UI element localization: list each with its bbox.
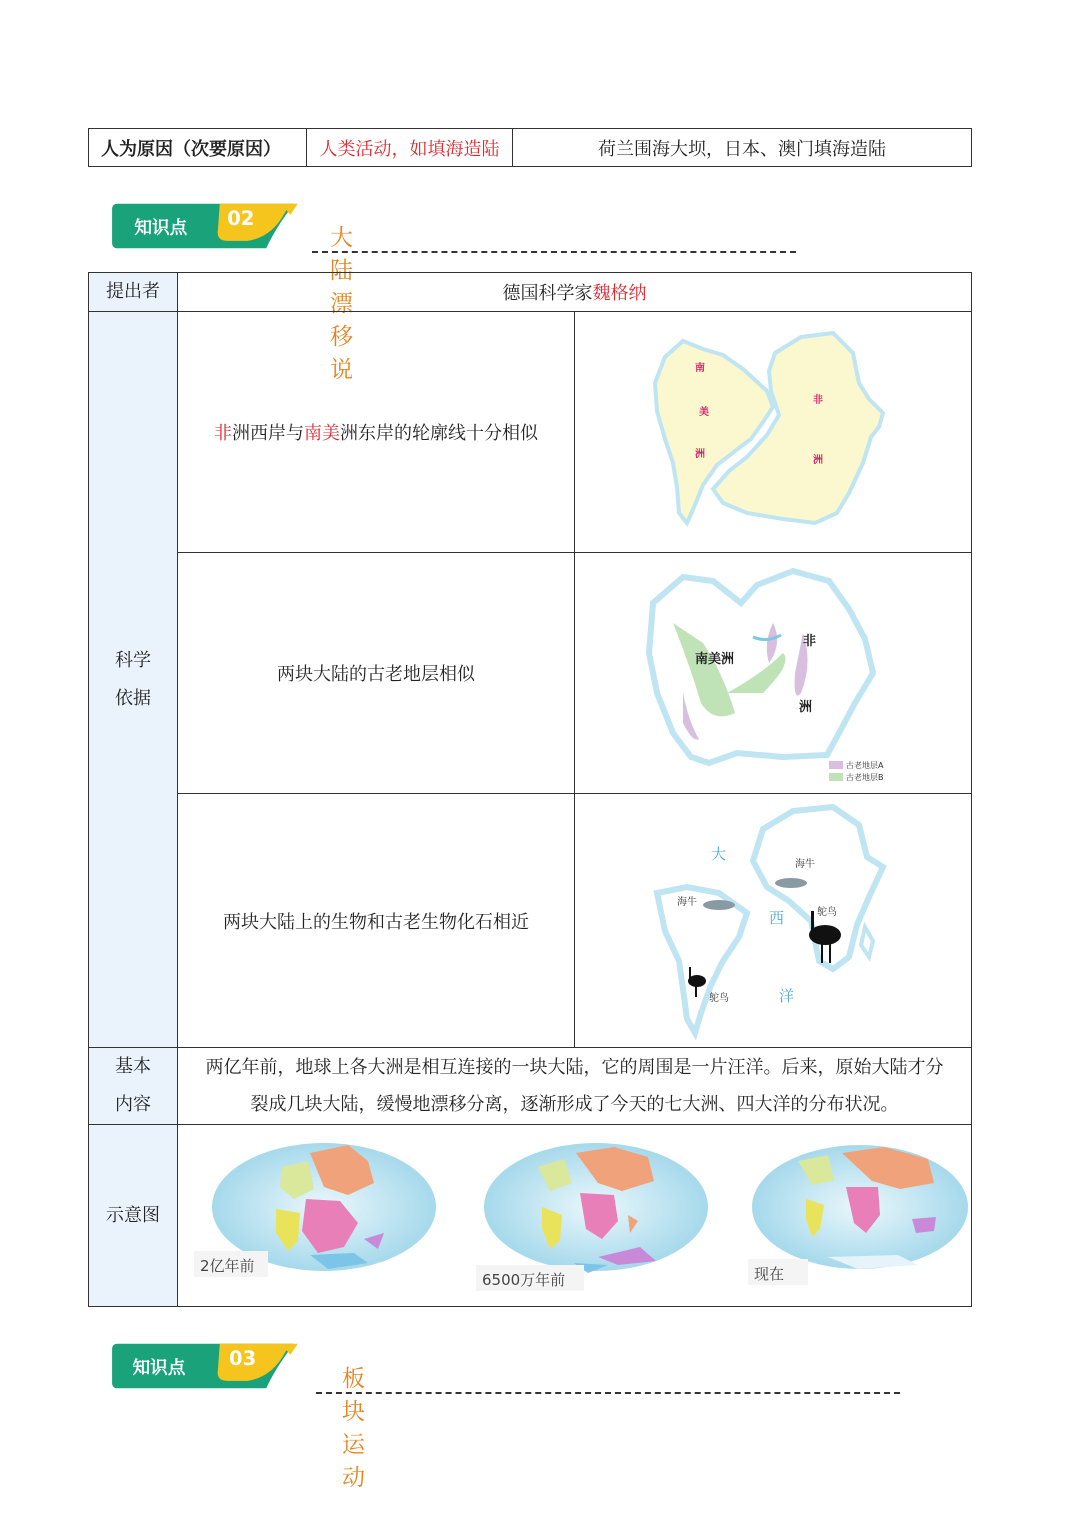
evidence-label-line2: 依据 xyxy=(115,687,151,709)
continental-drift-table xyxy=(88,272,972,1307)
map-label: 美 xyxy=(699,407,709,418)
evidence-label-line1: 科学 xyxy=(115,649,151,671)
proposer-label: 提出者 xyxy=(89,273,178,312)
cause-examples: 荷兰围海大坝，日本、澳门填海造陆 xyxy=(513,129,972,167)
map-label-south-america: 南美洲 xyxy=(695,652,735,667)
species-map xyxy=(643,801,903,1041)
map-label: 洲 xyxy=(813,455,823,466)
strata-map-cell xyxy=(575,553,972,794)
ostrich-label: 鸵鸟 xyxy=(709,992,729,1004)
text-red: 南美 xyxy=(304,423,340,444)
legend-label: 古老地层B xyxy=(846,773,884,782)
badge-text: 知识点 xyxy=(132,1358,186,1379)
globe-65-million-years xyxy=(476,1143,708,1291)
basic-content-line1: 两亿年前，地球上各大洲是相互连接的一块大陆，它的周围是一片汪洋。后来，原始大陆才分 xyxy=(205,1057,944,1078)
manatee-label: 海牛 xyxy=(795,858,815,870)
badge-number: 03 xyxy=(229,1347,257,1371)
ostrich-label: 鸵鸟 xyxy=(817,906,837,918)
globe-present xyxy=(748,1145,968,1285)
evidence-coastline xyxy=(178,312,575,553)
drift-diagram xyxy=(178,1125,970,1301)
knowledge-point-badge xyxy=(104,1340,304,1392)
text: 洲西岸与 xyxy=(232,423,304,444)
coastline-fit-map xyxy=(643,327,903,537)
caption: 6500万年前 xyxy=(482,1271,566,1289)
ocean-label: 大 xyxy=(711,844,727,863)
proposer-prefix: 德国科学家 xyxy=(502,283,593,304)
evidence-strata: 两块大陆的古老地层相似 xyxy=(178,553,575,794)
basic-content xyxy=(178,1048,972,1125)
evidence-fossils: 两块大陆上的生物和古老生物化石相近 xyxy=(178,794,575,1048)
diagram-cell xyxy=(178,1125,972,1307)
proposer-name: 魏格纳 xyxy=(592,283,647,304)
ocean-label: 西 xyxy=(769,908,785,927)
badge-text: 知识点 xyxy=(134,218,188,239)
map-label: 南 xyxy=(695,363,705,374)
proposer-value xyxy=(178,273,972,312)
coastline-map-cell xyxy=(575,312,972,553)
text-red: 非 xyxy=(214,423,232,444)
cause-table xyxy=(88,128,972,167)
basic-content-label xyxy=(89,1048,178,1125)
cause-description: 人类活动，如填海造陆 xyxy=(307,129,513,167)
badge-number: 02 xyxy=(227,207,255,231)
diagram-label: 示意图 xyxy=(89,1125,178,1307)
map-label: 非 xyxy=(813,395,823,406)
caption: 现在 xyxy=(754,1265,785,1283)
text: 洲东岸的轮廓线十分相似 xyxy=(340,423,538,444)
basic-label-line2: 内容 xyxy=(115,1094,151,1115)
knowledge-point-badge xyxy=(104,200,304,252)
basic-label-line1: 基本 xyxy=(115,1056,151,1077)
section-title: 板块运动 xyxy=(342,1366,365,1491)
cause-label: 人为原因（次要原因） xyxy=(89,129,307,167)
ocean-label: 洋 xyxy=(779,986,795,1005)
strata-map xyxy=(643,563,903,783)
manatee-label: 海牛 xyxy=(677,896,697,908)
fossils-map-cell xyxy=(575,794,972,1048)
title-underline xyxy=(316,1392,900,1394)
basic-content-line2: 裂成几块大陆，缓慢地漂移分离，逐渐形成了今天的七大洲、四大洋的分布状况。 xyxy=(250,1094,899,1115)
manatee-icon xyxy=(703,900,735,910)
globe-200-million-years xyxy=(194,1143,436,1277)
manatee-icon xyxy=(775,878,807,888)
evidence-label xyxy=(89,312,178,1048)
map-label: 洲 xyxy=(799,700,813,715)
map-label: 洲 xyxy=(695,449,705,460)
title-underline xyxy=(312,251,796,253)
legend-swatch-b xyxy=(829,773,843,781)
legend-label: 古老地层A xyxy=(846,761,884,770)
section-title: 大陆漂移说 xyxy=(330,225,353,383)
legend-swatch-a xyxy=(829,761,843,769)
map-label: 非 xyxy=(803,634,817,649)
caption: 2亿年前 xyxy=(200,1257,255,1275)
